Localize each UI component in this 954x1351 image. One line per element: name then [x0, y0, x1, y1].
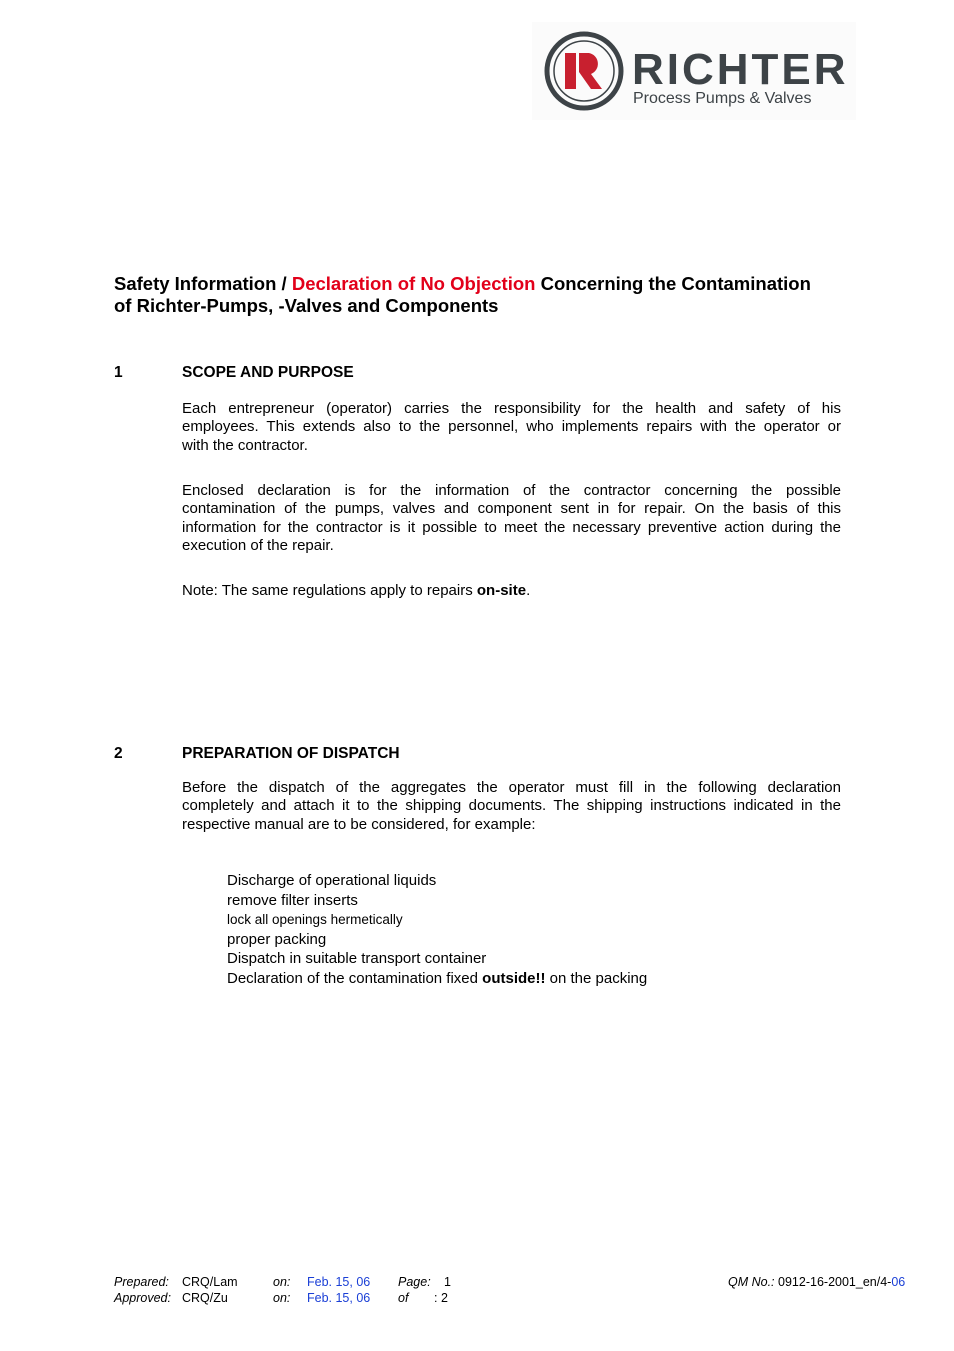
footer-page-labels: Page: of: [398, 1275, 431, 1305]
section-number: 1: [114, 364, 123, 381]
footer-page-values: 1 : 2: [434, 1275, 451, 1305]
logo-brand: RICHTER: [632, 45, 849, 94]
text-line: with the contractor.: [182, 436, 308, 454]
list-item: Declaration of the contamination fixed outside!! on the packing: [227, 969, 648, 987]
page-title: [114, 273, 854, 317]
section-heading: SCOPE AND PURPOSE: [182, 364, 354, 381]
footer-authors: CRQ/Lam CRQ/Zu: [182, 1275, 238, 1305]
title-part: Safety Information /: [114, 273, 292, 294]
richter-logo: [532, 22, 856, 120]
paragraph: [182, 400, 841, 455]
footer-dates: Feb. 15, 06 Feb. 15, 06: [307, 1275, 371, 1305]
title-part: Concerning the Contamination: [535, 273, 811, 294]
list-item: Discharge of operational liquids: [227, 872, 437, 889]
text-line: execution of the repair.: [182, 536, 334, 554]
text-line: Enclosed declaration is for the information of the contractor concerning the possible: [182, 482, 841, 499]
text-line: Each entrepreneur (operator) carries the responsibility for the health and safety of his: [182, 400, 841, 417]
footer-on: on: on:: [273, 1275, 291, 1305]
text-line: information for the contractor is it possible to meet the necessary preventive action during the: [182, 518, 841, 536]
paragraph: [182, 482, 841, 555]
list-item: lock all openings hermetically: [227, 912, 403, 927]
note: Note: The same regulations apply to repairs on-site.: [182, 582, 531, 599]
title-highlight: Declaration of No Objection: [291, 273, 536, 294]
text-line: respective manual are to be considered, for example:: [182, 815, 536, 833]
section-heading: PREPARATION OF DISPATCH: [182, 745, 400, 762]
text-line: completely and attach it to the shipping documents. The shipping instructions indicated in the: [182, 797, 841, 815]
section-number: 2: [114, 745, 123, 762]
list-item: proper packing: [227, 930, 327, 948]
text-line: Before the dispatch of the aggregates the operator must fill in the following declaration: [182, 779, 841, 796]
logo-tagline: Process Pumps & Valves: [633, 90, 812, 107]
dispatch-list: [227, 871, 647, 988]
footer-qm-number: QM No.: 0912-16-2001_en/4-06: [728, 1275, 906, 1289]
text-line: employees. This extends also to the personnel, who implements repairs with the operator or: [182, 418, 841, 436]
text-line: contamination of the pumps, valves and component sent in for repair. On the basis of this: [182, 500, 841, 518]
list-item: remove filter inserts: [227, 891, 358, 909]
footer-labels: Prepared: Approved:: [114, 1275, 171, 1305]
title-line2: of Richter-Pumps, -Valves and Components: [114, 295, 499, 316]
paragraph: [182, 779, 841, 834]
list-item: Dispatch in suitable transport container: [227, 950, 487, 967]
